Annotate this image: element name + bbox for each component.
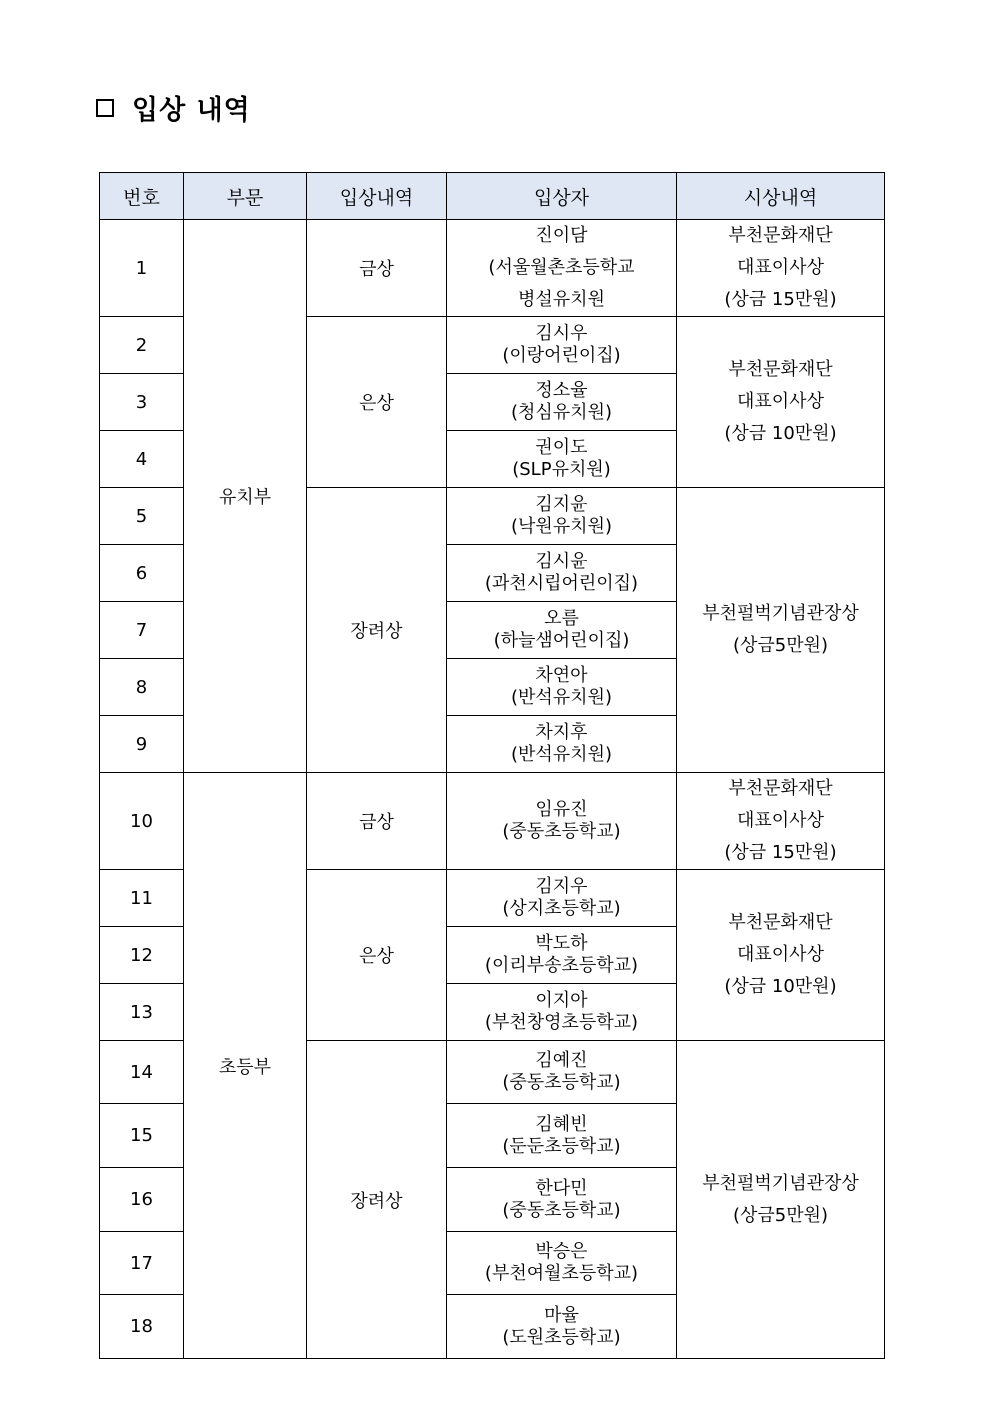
winner-school: (반석유치원) <box>511 744 612 765</box>
prize-cell: 부천문화재단 대표이사상 (상금 10만원) <box>677 870 885 1041</box>
winner-name: 김시윤 <box>535 551 588 573</box>
winner-cell <box>447 220 677 317</box>
winner-school: (둔둔초등학교) <box>502 1135 621 1157</box>
winner-name: 정소율 <box>535 380 588 402</box>
winner-name: 이지아 <box>535 990 588 1012</box>
award-cell: 은상 <box>307 317 447 488</box>
row-number: 13 <box>100 984 184 1041</box>
checkbox-square-icon <box>96 99 114 117</box>
winner-school: (상지초등학교) <box>502 898 621 919</box>
winner-cell <box>447 431 677 488</box>
row-number: 18 <box>100 1295 184 1359</box>
row-number: 5 <box>100 488 184 545</box>
winner-cell <box>447 716 677 773</box>
row-number: 1 <box>100 220 184 317</box>
winner-name: 김혜빈 <box>535 1113 588 1135</box>
row-number: 14 <box>100 1041 184 1104</box>
prize-cell: 부천문화재단 대표이사상 (상금 10만원) <box>677 317 885 488</box>
winner-cell <box>447 984 677 1041</box>
winner-name: 박도하 <box>535 933 588 955</box>
winner-cell <box>447 488 677 545</box>
table-row <box>100 220 885 317</box>
header-number: 번호 <box>100 173 184 220</box>
winner-school: (낙원유치원) <box>511 516 612 537</box>
winner-cell <box>447 1041 677 1104</box>
winner-cell <box>447 870 677 927</box>
award-cell: 금상 <box>307 773 447 870</box>
award-cell: 금상 <box>307 220 447 317</box>
row-number: 2 <box>100 317 184 374</box>
winner-name: 권이도 <box>535 437 588 459</box>
winner-cell <box>447 1168 677 1232</box>
winner-school: (도원초등학교) <box>502 1326 621 1348</box>
winner-school: (과천시립어린이집) <box>484 573 639 594</box>
winner-school: (부천여월초등학교) <box>484 1263 639 1284</box>
winner-school: (하늘샘어린이집) <box>493 630 630 651</box>
winner-cell <box>447 545 677 602</box>
award-cell: 장려상 <box>307 1041 447 1359</box>
division-cell: 유치부 <box>184 220 307 773</box>
division-cell: 초등부 <box>184 773 307 1359</box>
row-number: 3 <box>100 374 184 431</box>
winner-name: 김지윤 <box>535 494 588 516</box>
award-table <box>99 172 885 1359</box>
winner-name: 차지후 <box>535 722 588 744</box>
winner-cell <box>447 317 677 374</box>
winner-cell <box>447 927 677 984</box>
winner-school: (청심유치원) <box>511 402 612 423</box>
winner-cell <box>447 659 677 716</box>
row-number: 17 <box>100 1232 184 1295</box>
winner-cell <box>447 374 677 431</box>
header-award: 입상내역 <box>307 173 447 220</box>
prize-cell: 부천문화재단 대표이사상 (상금 15만원) <box>677 220 885 317</box>
winner-cell <box>447 1295 677 1359</box>
winner-cell <box>447 773 677 870</box>
award-cell: 은상 <box>307 870 447 1041</box>
winner-name: 진이담 <box>535 225 588 246</box>
winner-cell <box>447 1104 677 1168</box>
award-cell: 장려상 <box>307 488 447 773</box>
table-row <box>100 773 885 870</box>
row-number: 4 <box>100 431 184 488</box>
row-number: 16 <box>100 1168 184 1232</box>
winner-cell <box>447 1232 677 1295</box>
header-division: 부문 <box>184 173 307 220</box>
winner-school: (반석유치원) <box>511 687 612 708</box>
table-header-row <box>100 173 885 220</box>
winner-name: 임유진 <box>535 799 588 821</box>
header-winner: 입상자 <box>447 173 677 220</box>
row-number: 15 <box>100 1104 184 1168</box>
row-number: 12 <box>100 927 184 984</box>
row-number: 10 <box>100 773 184 870</box>
winner-school: (중동초등학교) <box>502 821 621 842</box>
winner-name: 김지우 <box>535 876 588 898</box>
prize-cell: 부천펄벅기념관장상 (상금5만원) <box>677 1041 885 1359</box>
section-title-text: 입상 내역 <box>132 95 251 126</box>
winner-school: (중동초등학교) <box>502 1199 621 1221</box>
winner-school: (이리부송초등학교) <box>484 955 639 976</box>
row-number: 8 <box>100 659 184 716</box>
row-number: 9 <box>100 716 184 773</box>
row-number: 6 <box>100 545 184 602</box>
header-prize: 시상내역 <box>677 173 885 220</box>
winner-name: 마율 <box>544 1304 579 1326</box>
winner-school: (이랑어린이집) <box>502 345 621 366</box>
winner-school: (서울월촌초등학교 병설유치원 <box>488 257 635 310</box>
winner-name: 박승은 <box>535 1241 588 1263</box>
winner-name: 김시우 <box>535 323 588 345</box>
winner-school: (SLP유치원) <box>512 459 611 480</box>
winner-name: 오름 <box>544 608 579 630</box>
winner-cell <box>447 602 677 659</box>
winner-name: 한다민 <box>535 1177 588 1199</box>
winner-name: 차연아 <box>535 665 588 687</box>
section-title <box>96 88 251 127</box>
prize-cell: 부천펄벅기념관장상 (상금5만원) <box>677 488 885 773</box>
winner-name: 김예진 <box>535 1050 588 1072</box>
winner-school: (부천창영초등학교) <box>484 1012 639 1033</box>
prize-cell: 부천문화재단 대표이사상 (상금 15만원) <box>677 773 885 870</box>
row-number: 7 <box>100 602 184 659</box>
row-number: 11 <box>100 870 184 927</box>
winner-school: (중동초등학교) <box>502 1072 621 1093</box>
